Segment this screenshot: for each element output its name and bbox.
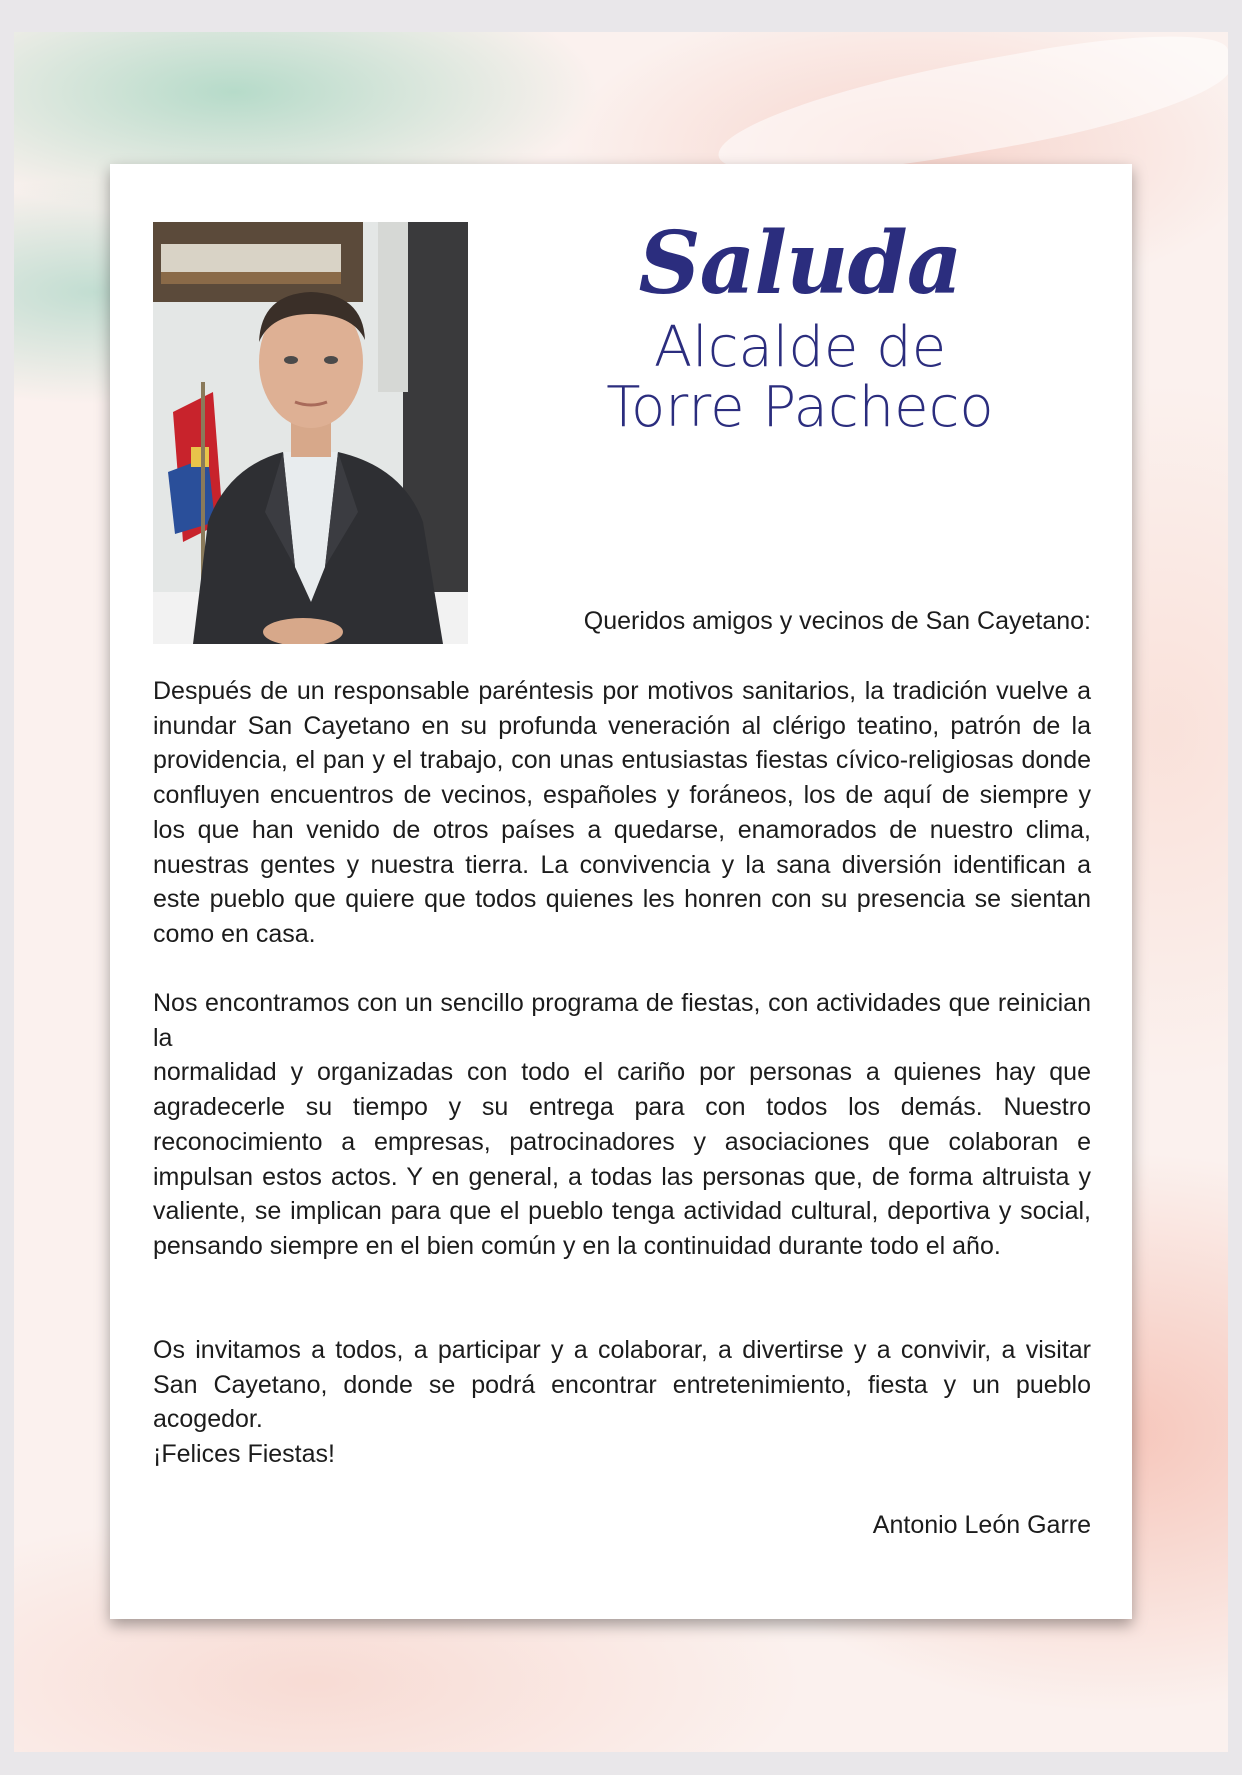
- closing-line: ¡Felices Fiestas!: [153, 1440, 335, 1469]
- paragraph-2-first: Nos encontramos con un sencillo programa de fiestas, con actividades que reinician la: [153, 989, 1091, 1052]
- heading-block: [590, 214, 1010, 438]
- subtitle-line-1: Alcalde de: [653, 315, 947, 380]
- paragraph-1: Después de un responsable paréntesis por motivos sanitarios, la tradición vuelve a inundar San Cayetano en su profunda veneración al clérigo teatino, patrón de la providencia, el pan y el trabajo, con unas entusiastas fiestas cívico-religiosas donde confluyen encuentros de vecinos, españoles y foráneos, los de aquí de siempre y los que han venido de otros países a quedarse, enamorados de nuestro clima, nuestras gentes y nuestra tierra. La convivencia y la sana diversión identifican a este pueblo que quiere que todos quienes les honren con su presencia se sientan como en casa.: [153, 677, 1091, 948]
- paragraph-2-second: normalidad y organizadas con todo el cariño por personas a quienes hay que agradecerle su tiempo y su entrega para con todos los demás. Nuestro reconocimiento a empresas, patrocinadores y asociaciones que colaboran e impulsan estos actos. Y en general, a todas las personas que, de forma altruista y valiente, se implican para que el pueblo tenga actividad cultural, deportiva y social, pensando siempre en el bien común y en la continuidad durante todo el año.: [153, 1058, 1091, 1260]
- subtitle-line-2: Torre Pacheco: [606, 375, 994, 440]
- portrait-photo: [153, 222, 468, 644]
- paragraph-2: [153, 986, 1091, 1264]
- signature: Antonio León Garre: [872, 1511, 1091, 1539]
- greeting: Queridos amigos y vecinos de San Cayetano:: [583, 607, 1091, 635]
- paragraph-3: [153, 1333, 1091, 1472]
- portrait-photo-icon: [153, 222, 468, 644]
- page-title: Saluda: [638, 213, 962, 314]
- paragraph-3-body: Os invitamos a todos, a participar y a colaborar, a divertirse y a convivir, a visitar San Cayetano, donde se podrá encontrar entretenimiento, fiesta y un pueblo acogedor.: [153, 1336, 1091, 1434]
- letter-card: [110, 164, 1132, 1619]
